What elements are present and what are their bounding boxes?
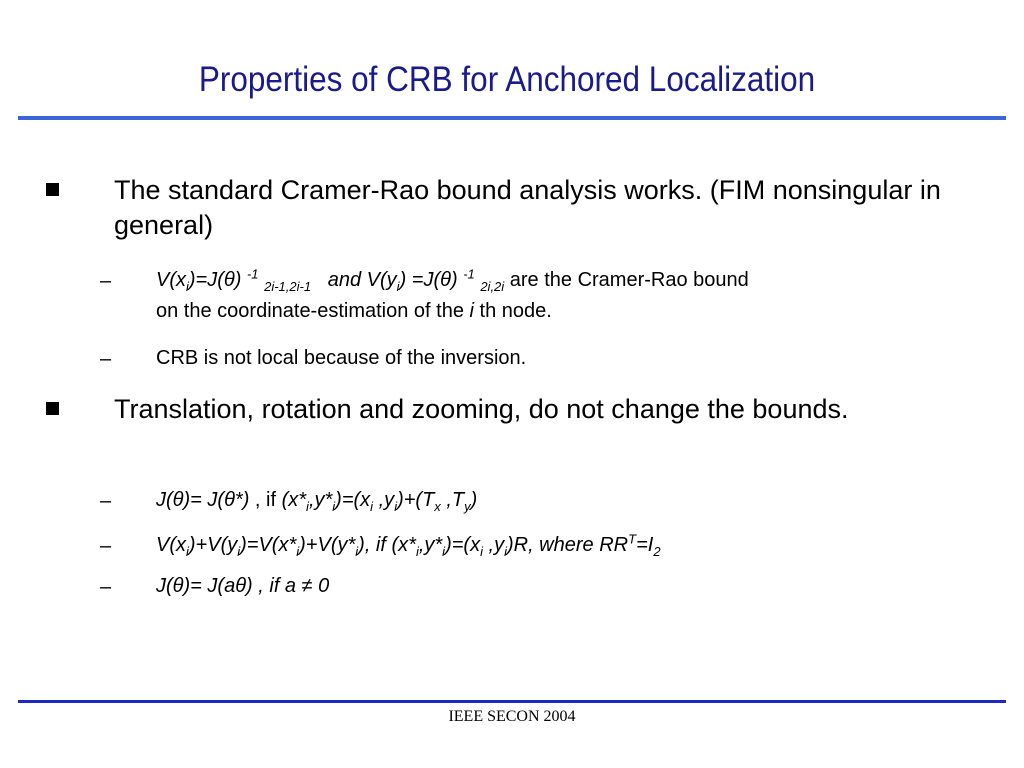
slide-title: Properties of CRB for Anchored Localization bbox=[198, 60, 816, 99]
bullet-text: Translation, rotation and zooming, do not change the bounds. bbox=[114, 394, 849, 424]
dash-bullet-icon: – bbox=[100, 270, 112, 292]
dash-bullet-icon: – bbox=[100, 348, 112, 370]
sub-bullet-text: on the coordinate-estimation of the bbox=[156, 300, 470, 322]
dash-bullet-icon: – bbox=[100, 535, 112, 557]
sub-bullet-text: th node. bbox=[473, 300, 552, 322]
sub-bullet-rotation: $V(x_i)+V(y_i)=V(x*_i)+V(y*_i)$, if $(x*_i,y*_i)=(x_i$ $,y_i)R$, where $RR^T=I_2$ bbox=[156, 531, 661, 559]
sub-bullet-continuation bbox=[156, 297, 956, 325]
sub-bullet-crb-definition: $V(x_i)=J(\theta)$ $^{-1}$ $_{2i-1,2i-1}$ and $V(y_i) =J(\theta)$ $^{-1}$ $_{2i,2i}$ are the Cramer-Rao bound bbox=[156, 266, 749, 294]
footer-divider bbox=[18, 700, 1006, 703]
dash-bullet-icon: – bbox=[100, 576, 112, 598]
square-bullet-icon bbox=[46, 402, 59, 415]
sub-bullet-text: are the Cramer-Rao bound bbox=[504, 269, 749, 291]
footer-text: IEEE SECON 2004 bbox=[448, 708, 576, 725]
sub-bullet-zoom: J(θ)= J(aθ) , if a ≠ 0 bbox=[156, 575, 330, 597]
sub-bullet-text: , if bbox=[249, 489, 282, 511]
sub-bullet-text: CRB is not local because of the inversion. bbox=[156, 347, 527, 369]
index-i: i bbox=[469, 300, 474, 322]
dash-bullet-icon: – bbox=[100, 490, 112, 512]
sub-bullet-translation: J(θ)= J(θ*) , if $(x*_i,y*_i)=(x_i$ $,y_i)+(T_x$ $,T_y$) bbox=[156, 489, 478, 514]
square-bullet-icon bbox=[46, 183, 59, 196]
title-divider bbox=[18, 116, 1006, 120]
bullet-text: The standard Cramer-Rao bound analysis works. (FIM nonsingular in general) bbox=[114, 175, 941, 240]
